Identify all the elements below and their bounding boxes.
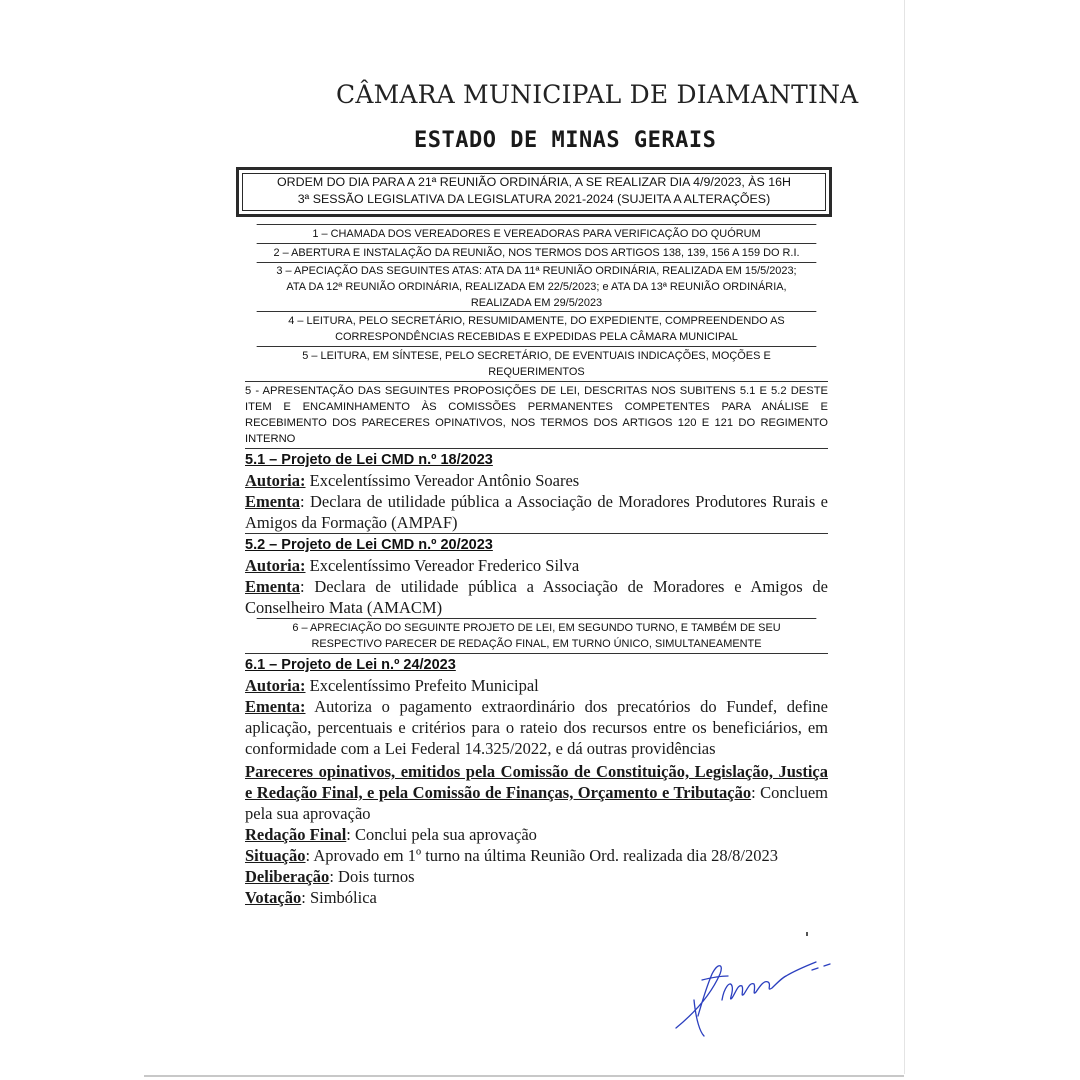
agenda-item-5a: 5 – LEITURA, EM SÍNTESE, PELO SECRETÁRIO, DE EVENTUAIS INDICAÇÕES, MOÇÕES E REQUERIMENTOS	[257, 346, 817, 381]
project-6-1-ementa	[245, 696, 828, 759]
document-subtitle: ESTADO DE MINAS GERAIS	[414, 128, 717, 153]
page-bottom-edge	[144, 1075, 904, 1077]
project-6-1-deliberacao	[245, 866, 828, 887]
ementa-value: Autoriza o pagamento extraordinário dos precatórios do Fundef, define aplicação, percentuais e critérios para o rateio dos recursos entre os beneficiários, em conformidade com a Lei Federal 14.325/2022, e dá outras providências	[245, 697, 828, 758]
stray-mark	[806, 932, 808, 936]
ementa-label: Ementa:	[245, 697, 306, 716]
agenda-item-3: 3 – APECIAÇÃO DAS SEGUINTES ATAS: ATA DA 11ª REUNIÃO ORDINÁRIA, REALIZADA EM 15/5/2023; ATA DA 12ª REUNIÃO ORDINÁRIA, REALIZADA EM 22/5/2023; e ATA DA 13ª REUNIÃO ORDINÁRIA, REALIZADA EM 29/5/2023	[257, 262, 817, 311]
project-6-1-situacao	[245, 845, 828, 866]
project-6-1-pareceres	[245, 761, 828, 824]
agenda-item-2: 2 – ABERTURA E INSTALAÇÃO DA REUNIÃO, NOS TERMOS DOS ARTIGOS 138, 139, 156 A 159 DO R.I.	[257, 243, 817, 262]
project-5-1-autoria	[245, 470, 828, 491]
situacao-value: : Aprovado em 1º turno na última Reunião Ord. realizada dia 28/8/2023	[305, 846, 779, 865]
autoria-label: Autoria:	[245, 471, 306, 490]
agenda-header-line-2: 3ª SESSÃO LEGISLATIVA DA LEGISLATURA 2021-2024 (SUJEITA A ALTERAÇÕES)	[297, 192, 771, 206]
votacao-value: : Simbólica	[301, 888, 377, 907]
project-6-1-votacao	[245, 887, 828, 908]
situacao-label: Situação	[245, 846, 306, 865]
project-5-2-ementa	[245, 576, 828, 618]
agenda-header-box	[236, 167, 832, 217]
project-6-1-autoria	[245, 675, 828, 696]
agenda-item-5b: 5 - APRESENTAÇÃO DAS SEGUINTES PROPOSIÇÕES DE LEI, DESCRITAS NOS SUBITENS 5.1 E 5.2 DESTE ITEM E ENCAMINHAMENTO ÀS COMISSÕES PERMANENTES COMPETENTES PARA ANÁLISE E RECEBIMENTO DOS PARECERES OPINATIVOS, NOS TERMOS DOS ARTIGOS 120 E 121 DO REGIMENTO INTERNO	[245, 381, 828, 448]
redacao-value: : Conclui pela sua aprovação	[346, 825, 537, 844]
deliberacao-value: : Dois turnos	[329, 867, 415, 886]
autoria-value: Excelentíssimo Vereador Antônio Soares	[305, 471, 580, 490]
autoria-label: Autoria:	[245, 676, 306, 695]
document-title: CÂMARA MUNICIPAL DE DIAMANTINA	[336, 80, 859, 109]
handwritten-signature	[668, 940, 838, 1040]
agenda-content	[245, 224, 828, 908]
agenda-header-line-1: ORDEM DO DIA PARA A 21ª REUNIÃO ORDINÁRIA, A SE REALIZAR DIA 4/9/2023, ÀS 16H	[277, 175, 791, 189]
project-5-1-title: 5.1 – Projeto de Lei CMD n.º 18/2023	[245, 448, 828, 470]
agenda-item-1: 1 – CHAMADA DOS VEREADORES E VEREADORAS PARA VERIFICAÇÃO DO QUÓRUM	[257, 224, 817, 243]
ementa-label: Ementa	[245, 492, 300, 511]
ementa-value: : Declara de utilidade pública a Associação de Moradores e Amigos de Conselheiro Mata (AMACM)	[245, 577, 828, 617]
project-5-1-ementa	[245, 491, 828, 533]
votacao-label: Votação	[245, 888, 302, 907]
agenda-item-4: 4 – LEITURA, PELO SECRETÁRIO, RESUMIDAMENTE, DO EXPEDIENTE, COMPREENDENDO AS CORRESPONDÊNCIAS RECEBIDAS E EXPEDIDAS PELA CÂMARA MUNICIPAL	[257, 311, 817, 346]
project-5-2-autoria	[245, 555, 828, 576]
autoria-value: Excelentíssimo Vereador Frederico Silva	[305, 556, 580, 575]
pareceres-label: Pareceres opinativos, emitidos pela Comissão de Constituição, Legislação, Justiça e Redação Final, e pela Comissão de Finanças, Orçamento e Tributação	[245, 762, 828, 802]
autoria-value: Excelentíssimo Prefeito Municipal	[305, 676, 539, 695]
ementa-value: : Declara de utilidade pública a Associação de Moradores Produtores Rurais e Amigos da Formação (AMPAF)	[245, 492, 828, 532]
autoria-label: Autoria:	[245, 556, 306, 575]
agenda-item-6: 6 – APRECIAÇÃO DO SEGUINTE PROJETO DE LEI, EM SEGUNDO TURNO, E TAMBÉM DE SEU RESPECTIVO PARECER DE REDAÇÃO FINAL, EM TURNO ÚNICO, SIMULTANEAMENTE	[257, 618, 817, 653]
deliberacao-label: Deliberação	[245, 867, 330, 886]
project-6-1-title: 6.1 – Projeto de Lei n.º 24/2023	[245, 653, 828, 675]
project-6-1-redacao	[245, 824, 828, 845]
redacao-label: Redação Final	[245, 825, 347, 844]
pareceres-value: : Concluem pela sua aprovação	[245, 783, 828, 823]
ementa-label: Ementa	[245, 577, 300, 596]
project-5-2-title: 5.2 – Projeto de Lei CMD n.º 20/2023	[245, 533, 828, 555]
